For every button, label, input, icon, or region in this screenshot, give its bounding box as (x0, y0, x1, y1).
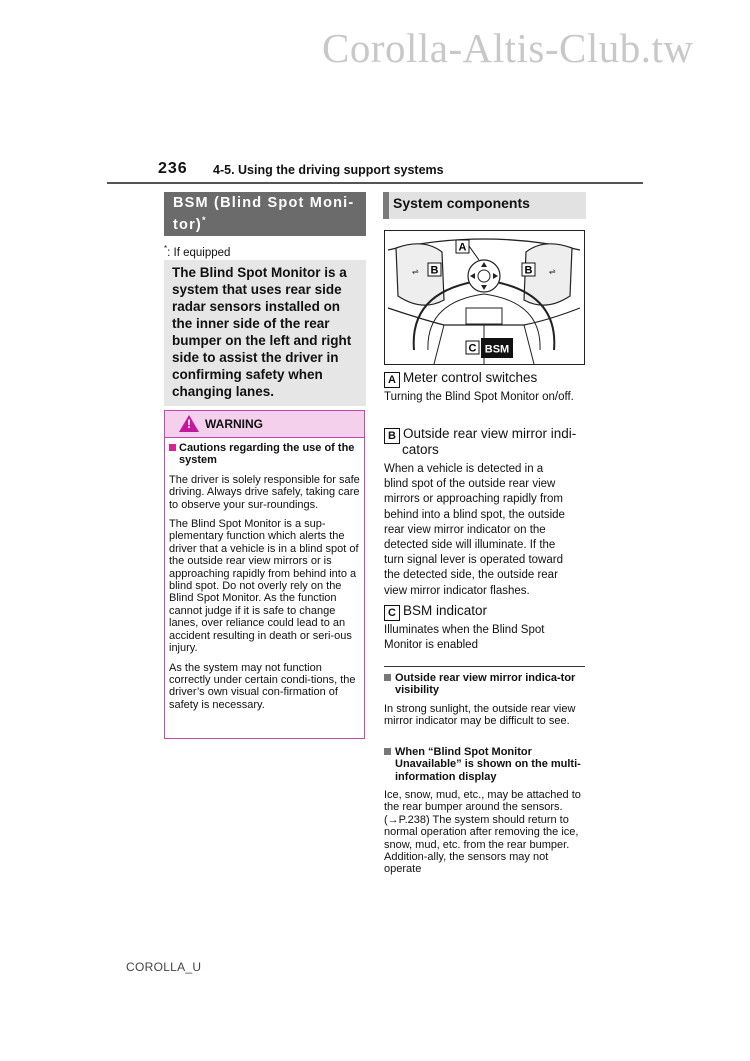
component-b-label: B Outside rear view mirror indi- (384, 426, 576, 444)
svg-text:⇌: ⇌ (412, 267, 419, 276)
intro-line: confirming safety when (172, 367, 323, 382)
component-b-desc: When a vehicle is detected in a blind spot of the outside rear view mirrors or approaching rapidly from behind into a blind spot, the outside rear view mirror indicator on the detected side will illuminate. If the turn signal lever is operated toward the detected side, the outside rear view mirror indicator flashes. (384, 463, 565, 597)
intro-line: system that uses rear side (172, 282, 342, 297)
component-b-label-cont: cators (402, 442, 439, 457)
header-rule (107, 182, 643, 184)
intro-line: the inner side of the rear (172, 316, 330, 331)
warning-box (164, 410, 365, 739)
note-heading: Outside rear view mirror indica-tor visibility (384, 672, 597, 697)
notes-divider (384, 666, 585, 667)
warning-paragraph: The Blind Spot Monitor is a sup-plementary function which alerts the driver that a vehicle is in a blind spot of the outside rear view mirrors or is approaching rapidly from behind into a blind spot. Do not overly rely on the Blind Spot Monitor. As the function cannot judge if it is safe to change lanes, over reliance could lead to an accident resulting in death or seri-ous injury. (169, 518, 359, 655)
system-components-heading: System components (383, 192, 586, 219)
warning-header (165, 411, 364, 438)
warning-label: WARNING (205, 417, 263, 431)
component-c-desc: Illuminates when the Blind Spot Monitor is enabled (384, 624, 545, 652)
svg-text:B: B (524, 264, 533, 277)
warning-paragraph: The driver is solely responsible for safe driving. Always drive safely, taking care to observe your sur-roundings. (169, 473, 360, 511)
intro-line: changing lanes. (172, 384, 275, 399)
footer-code: COROLLA_U (126, 960, 202, 974)
warning-subheading: Cautions regarding the use of the system (169, 442, 360, 467)
svg-text:⇌: ⇌ (549, 267, 556, 276)
dashboard-illustration (384, 230, 585, 365)
bullet-square-icon (384, 748, 391, 755)
intro-line: radar sensors installed on (172, 299, 341, 314)
intro-line: bumper on the left and right (172, 333, 352, 348)
bullet-square-icon (169, 444, 176, 451)
component-a-desc: Turning the Blind Spot Monitor on/off. (384, 391, 574, 403)
bsm-heading-line2: tor)* (173, 215, 207, 233)
svg-text:B: B (430, 264, 439, 277)
warning-body (165, 438, 364, 711)
bsm-heading-line1: BSM (Blind Spot Moni- (173, 195, 355, 211)
component-c-label: C BSM indicator (384, 603, 487, 621)
warning-icon: ! (179, 415, 199, 432)
note-heading: When “Blind Spot Monitor Unavailable” is shown on the multi-information display (384, 746, 585, 783)
page-number: 236 (158, 160, 188, 177)
intro-line: The Blind Spot Monitor is a (172, 265, 347, 280)
warning-paragraph: As the system may not function correctly under certain condi-tions, the driver’s own visual con-firmation of safety is necessary. (169, 661, 356, 711)
intro-line: side to assist the driver in (172, 350, 339, 365)
svg-text:BSM: BSM (484, 343, 510, 356)
footnote: *: If equipped (164, 244, 231, 259)
bullet-square-icon (384, 674, 391, 681)
intro-box (164, 260, 366, 406)
component-a-label: A Meter control switches (384, 370, 537, 388)
svg-text:C: C (468, 342, 477, 355)
note-body: In strong sunlight, the outside rear view mirror indicator may be difficult to see. (384, 703, 576, 728)
bsm-heading (164, 192, 366, 236)
note-body: Ice, snow, mud, etc., may be attached to the rear bumper around the sensors. (→P.238) The system should return to normal operation after removing the ice, snow, mud, etc. from the rear bumper. Addition-ally, the sensors may not operate (384, 789, 581, 876)
section-title: 4-5. Using the driving support systems (213, 163, 444, 177)
svg-text:A: A (458, 241, 467, 254)
watermark: Corolla-Altis-Club.tw (322, 25, 694, 71)
